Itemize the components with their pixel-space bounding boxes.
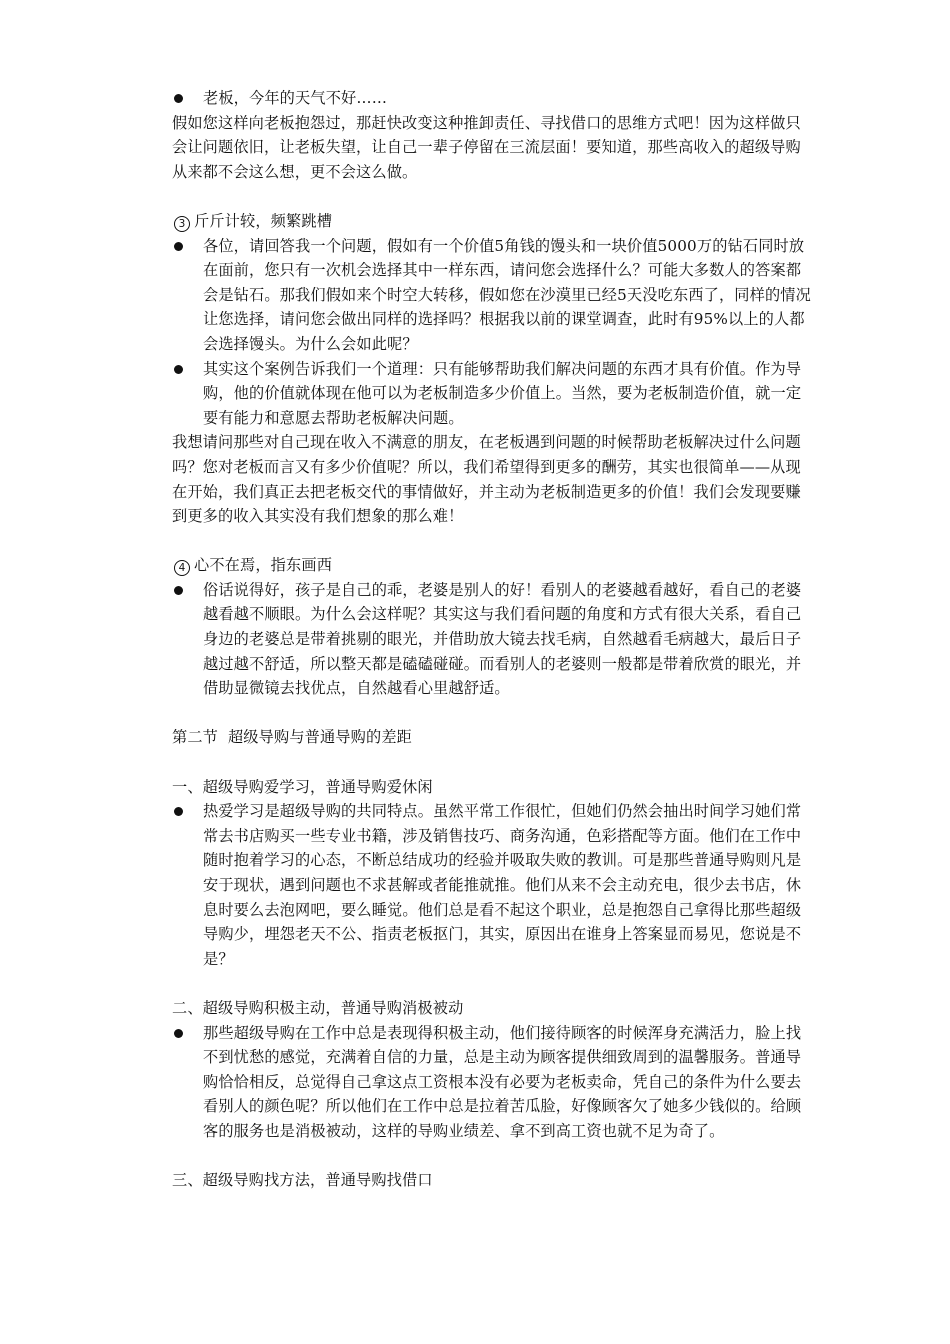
bullet-dot-icon	[174, 807, 183, 816]
circled-number-icon: 4	[174, 560, 190, 576]
paragraph: 我想请问那些对自己现在收入不满意的朋友，在老板遇到问题的时候帮助老板解决过什么问题吗？您对老板而言又有多少价值呢？所以，我们希望得到更多的酬劳，其实也很简单——从现在开始，我们真正去把老板交代的事情做好，并主动为老板制造更多的价值！我们会发现要赚到更多的收入其实没有我们想象的那么难！	[172, 433, 801, 526]
bullet-text: 其实这个案例告诉我们一个道理：只有能够帮助我们解决问题的东西才具有价值。作为导购，他的价值就体现在他可以为老板制造多少价值上。当然，要为老板制造价值，就一定要有能力和意愿去帮助老板解决问题。	[203, 359, 802, 427]
circled-number-icon: 3	[174, 216, 190, 232]
spacer	[172, 184, 812, 209]
bullet-item	[172, 799, 812, 971]
spacer	[172, 701, 812, 726]
bullet-text: 那些超级导购在工作中总是表现得积极主动，他们接待顾客的时候浑身充满活力，脸上找不到忧愁的感觉，充满着自信的力量，总是主动为顾客提供细致周到的温馨服务。普通导购恰恰相反，总觉得自己拿这点工资根本没有必要为老板卖命，凭自己的条件为什么要去看别人的颜色呢？所以他们在工作中总是拉着苦瓜脸，好像顾客欠了她多少钱似的。给顾客的服务也是消极被动，这样的导购业绩差、拿不到高工资也就不足为奇了。	[203, 1023, 802, 1140]
section-heading-3: 三、超级导购找方法，普通导购找借口	[172, 1171, 433, 1190]
sub-heading-text: 斤斤计较，频繁跳槽	[194, 211, 333, 230]
spacer	[172, 750, 812, 775]
bullet-dot-icon	[174, 94, 183, 103]
bullet-dot-icon	[174, 365, 183, 374]
bullet-item	[172, 357, 812, 431]
spacer	[172, 529, 812, 554]
spacer	[172, 971, 812, 996]
bullet-text: 热爱学习是超级导购的共同特点。虽然平常工作很忙，但她们仍然会抽出时间学习她们常常去书店购买一些专业书籍，涉及销售技巧、商务沟通，色彩搭配等方面。他们在工作中随时抱着学习的心态，不断总结成功的经验并吸取失败的教训。可是那些普通导购则凡是安于现状，遇到问题也不求甚解或者能推就推。他们从来不会主动充电，很少去书店，休息时要么去泡网吧，要么睡觉。他们总是看不起这个职业，总是抱怨自己拿得比那些超级导购少，埋怨老天不公、指责老板抠门，其实，原因出在谁身上答案显而易见，您说是不是？	[203, 802, 802, 968]
spacer	[172, 1144, 812, 1169]
bullet-dot-icon	[174, 586, 183, 595]
document-page	[172, 86, 812, 1193]
section-title: 第二节 超级导购与普通导购的差距	[172, 728, 413, 747]
section-heading-2: 二、超级导购积极主动，普通导购消极被动	[172, 998, 464, 1017]
bullet-dot-icon	[174, 1029, 183, 1038]
section-heading-1: 一、超级导购爱学习，普通导购爱休闲	[172, 777, 433, 796]
bullet-item	[172, 1021, 812, 1144]
sub-heading-4	[172, 553, 812, 578]
bullet-dot-icon	[174, 242, 183, 251]
bullet-item	[172, 86, 812, 111]
bullet-item	[172, 578, 812, 701]
paragraph: 假如您这样向老板抱怨过，那赶快改变这种推卸责任、寻找借口的思维方式吧！因为这样做只会让问题依旧，让老板失望，让自己一辈子停留在三流层面！要知道，那些高收入的超级导购从来都不会这么想，更不会这么做。	[172, 113, 801, 181]
sub-heading-3	[172, 209, 812, 234]
bullet-text: 俗话说得好，孩子是自己的乖，老婆是别人的好！看别人的老婆越看越好，看自己的老婆越看越不顺眼。为什么会这样呢？其实这与我们看问题的角度和方式有很大关系，看自己身边的老婆总是带着挑剔的眼光，并借助放大镜去找毛病，自然越看毛病越大，最后日子越过越不舒适，所以整天都是磕磕碰碰。而看别人的老婆则一般都是带着欣赏的眼光，并借助显微镜去找优点，自然越看心里越舒适。	[203, 580, 802, 698]
bullet-text: 老板，今年的天气不好……	[203, 89, 388, 107]
bullet-text: 各位，请回答我一个问题，假如有一个价值5角钱的馒头和一块价值5000万的钻石同时放在面前，您只有一次机会选择其中一样东西，请问您会选择什么？可能大多数人的答案都会是钻石。那我们假如来个时空大转移，假如您在沙漠里已经5天没吃东西了，同样的情况让您选择，请问您会做出同样的选择吗？根据我以前的课堂调查，此时有95%以上的人都会选择馒头。为什么会如此呢？	[203, 236, 811, 353]
bullet-item	[172, 234, 812, 357]
sub-heading-text: 心不在焉，指东画西	[194, 556, 333, 575]
